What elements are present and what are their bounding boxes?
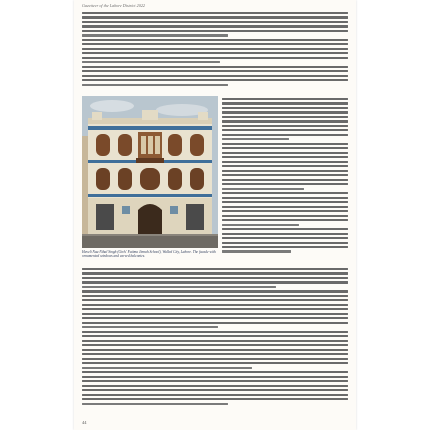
- text-line: [222, 116, 348, 118]
- text-line: [82, 299, 348, 301]
- text-line: [82, 268, 348, 270]
- text-line: [82, 52, 348, 54]
- text-line: [82, 25, 348, 27]
- text-line: [222, 201, 348, 203]
- bottom-paragraphs: [82, 268, 348, 407]
- text-line: [222, 147, 348, 149]
- text-line: [82, 277, 348, 279]
- text-line: [222, 138, 289, 140]
- text-line: [82, 335, 348, 337]
- text-line: [82, 16, 348, 18]
- text-line: [222, 120, 348, 122]
- page-number: 44: [82, 420, 87, 425]
- text-line: [82, 61, 220, 63]
- text-line: [222, 215, 348, 217]
- text-line: [222, 129, 348, 131]
- photo-caption: Haveli Nau Nihal Singh (Girls' Fatima Jinnah School), Walled City, Lahore. The facade with ornamented windows and carved balconies.: [82, 250, 216, 258]
- text-line: [222, 250, 291, 252]
- text-line: [222, 228, 348, 230]
- text-line: [222, 174, 348, 176]
- text-line: [222, 152, 348, 154]
- text-line: [82, 43, 348, 45]
- text-line: [82, 304, 348, 306]
- text-line: [82, 34, 228, 36]
- text-line: [222, 237, 348, 239]
- text-line: [82, 290, 348, 292]
- text-line: [222, 143, 348, 145]
- text-line: [222, 179, 348, 181]
- text-line: [82, 70, 348, 72]
- text-line: [82, 48, 348, 50]
- text-line: [82, 358, 348, 360]
- text-line: [222, 233, 348, 235]
- text-line: [82, 322, 348, 324]
- text-line: [82, 317, 348, 319]
- text-line: [222, 125, 348, 127]
- text-line: [222, 188, 304, 190]
- text-line: [222, 210, 348, 212]
- text-line: [82, 331, 348, 333]
- text-line: [222, 197, 348, 199]
- text-line: [82, 349, 348, 351]
- text-line: [222, 183, 348, 185]
- building-facade-image: [82, 96, 218, 248]
- text-line: [82, 57, 348, 59]
- text-line: [82, 75, 348, 77]
- text-line: [222, 111, 348, 113]
- text-line: [82, 272, 348, 274]
- text-line: [82, 380, 348, 382]
- text-line: [222, 165, 348, 167]
- text-line: [82, 353, 348, 355]
- text-line: [82, 308, 348, 310]
- text-line: [82, 313, 348, 315]
- text-line: [82, 84, 228, 86]
- text-line: [82, 281, 348, 283]
- text-line: [222, 98, 348, 100]
- text-line: [222, 107, 348, 109]
- text-line: [222, 242, 348, 244]
- text-line: [82, 367, 252, 369]
- text-line: [82, 389, 348, 391]
- text-line: [82, 371, 348, 373]
- text-line: [82, 362, 348, 364]
- text-line: [222, 246, 348, 248]
- text-line: [82, 344, 348, 346]
- running-header: Gazetteer of the Lahore District 2022: [82, 3, 146, 8]
- text-line: [82, 398, 348, 400]
- text-line: [222, 134, 348, 136]
- text-line: [222, 102, 348, 104]
- text-line: [82, 286, 276, 288]
- text-line: [82, 66, 348, 68]
- text-line: [82, 394, 348, 396]
- text-line: [82, 326, 218, 328]
- text-line: [82, 21, 348, 23]
- text-line: [82, 30, 348, 32]
- text-line: [82, 12, 348, 14]
- text-line: [82, 79, 348, 81]
- text-line: [222, 206, 348, 208]
- text-line: [82, 295, 348, 297]
- text-line: [82, 39, 348, 41]
- text-line: [222, 156, 348, 158]
- text-line: [222, 161, 348, 163]
- text-line: [222, 170, 348, 172]
- text-line: [82, 376, 348, 378]
- top-paragraph: [82, 12, 348, 88]
- text-line: [82, 403, 228, 405]
- text-line: [222, 224, 299, 226]
- text-line: [222, 219, 348, 221]
- text-line: [222, 192, 348, 194]
- right-column-text: [222, 98, 348, 255]
- text-line: [82, 340, 348, 342]
- text-line: [82, 385, 348, 387]
- haveli-photograph: [82, 96, 218, 248]
